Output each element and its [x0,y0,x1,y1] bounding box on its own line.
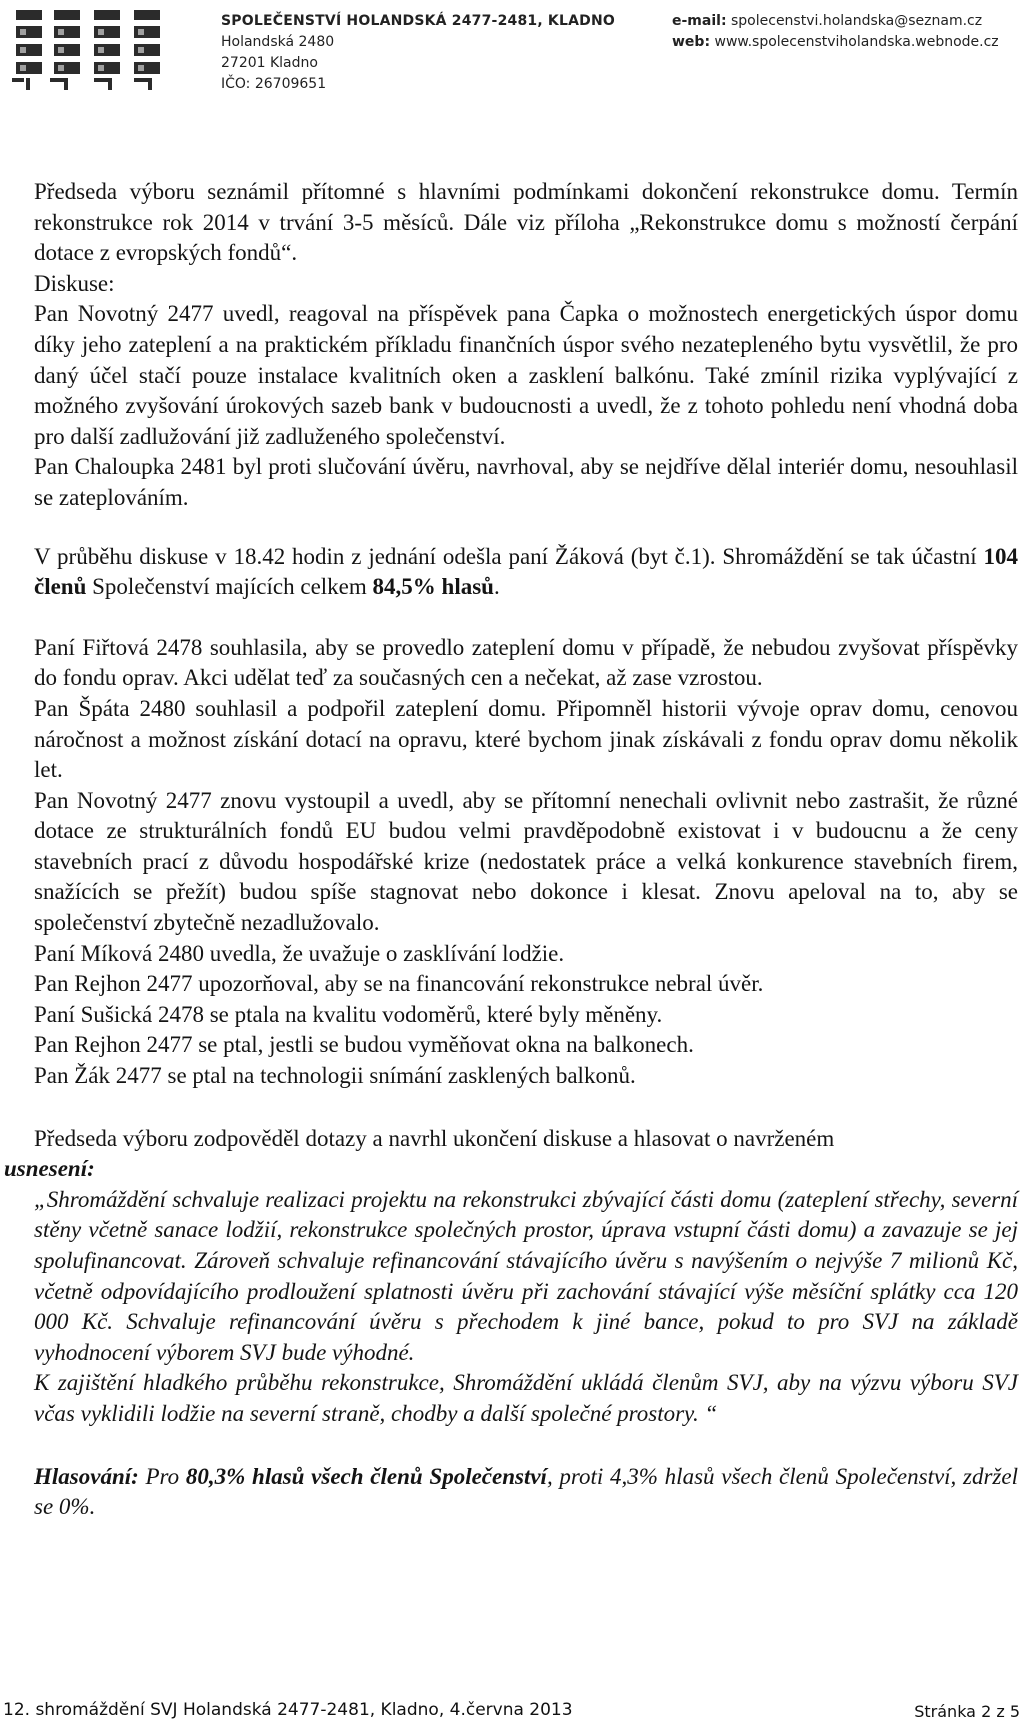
discussion-heading: Diskuse: [34,270,115,296]
company-id: IČO: 26709651 [221,76,327,92]
paragraph-chairman: Předseda výboru zodpověděl dotazy a navrhl ukončení diskuse a hlasovat o navrženém [34,1125,835,1151]
vote-result [4,1462,1018,1523]
attendance-text-b: Společenství majících celkem [86,574,373,600]
page-number: Stránka 2 z 5 [914,1702,1020,1721]
list-item: Paní Sušická 2478 se ptala na kvalitu vodoměrů, které byly měněny. [34,1001,663,1027]
vote-share: 84,5% hlasů [372,574,494,600]
vote-for-share: 80,3% hlasů všech členů Společenství [185,1463,547,1489]
paragraph-chaloupka: Pan Chaloupka 2481 byl proti slučování úvěru, navrhoval, aby se nejdříve dělal interiér domu, nesouhlasil se zateplováním. [34,454,1018,510]
member-count: 104 členů [34,543,1018,600]
web-label: web: [672,34,711,50]
address-street: Holandská 2480 [221,34,335,50]
letterhead [0,0,1024,110]
vote-text-b: , proti 4,3% hlasů všech členů Společenství, zdržel se 0%. [34,1463,1018,1520]
paragraph-novotny-1: Pan Novotný 2477 uvedl, reagoval na příspěvek pana Čapka o možnostech energetických úspor domu díky jeho zateplení a na praktickém příkladu finančních úspor svého nezatepleného bytu vysvětlil, že pro daný účel stačí pouze instalace kvalitních oken a zasklení balkónu. Také zmínil rizika vyplývající z možného zvyšování úrokových sazeb bank v budoucnosti a uvedl, že z tohoto pohledu není vhodná doba pro další zadlužování již zadluženého společenství. [34,301,1018,449]
vote-text-a: Pro [138,1463,186,1489]
resolution-heading: usnesení: [4,1156,95,1182]
list-item: Paní Míková 2480 uvedla, že uvažuje o zasklívání lodžie. [34,940,565,966]
list-item: Pan Rejhon 2477 upozorňoval, aby se na financování rekonstrukce nebral úvěr. [34,971,764,997]
email-label: e-mail: [672,13,727,29]
contact-info [672,11,999,53]
footer-title: 12. shromáždění SVJ Holandská 2477-2481, Kladno, 4.června 2013 [3,1700,573,1720]
paragraph-attendance [4,542,1018,603]
list-item: Pan Rejhon 2477 se ptal, jestli se budou vyměňovat okna na balkonech. [34,1032,694,1058]
resolution-text: „Shromáždění schvaluje realizaci projektu na rekonstrukci zbývající části domu (zateplení střechy, severní stěny včetně sanace lodžií, rekonstrukce společných prostor, úprava vstupní části domu) a zavazuje se jej spolufinancovat. Zároveň schvaluje refinancování stávajícího úvěru s navýšením o nejvýše 7 milionů Kč, včetně odpovídajícího prodloužení splatnosti úvěru při zachování stávající výše měsíční splátky cca 120 000 Kč. Schvaluje refinancování úvěru s přechodem k jiné bance, pokud to pro SVJ na základě vyhodnocení výborem SVJ bude výhodné. [34,1186,1018,1365]
organization-name: SPOLEČENSTVÍ HOLANDSKÁ 2477-2481, KLADNO [221,13,615,29]
page-footer [0,1696,1024,1726]
attendance-text-c: . [493,574,500,600]
paragraph-intro: Předseda výboru seznámil přítomné s hlavními podmínkami dokončení rekonstrukce domu. Termín rekonstrukce rok 2014 v trvání 3-5 měsíců. Dále viz příloha „Rekonstrukce domu s možností čerpání dotace z evropských fondů“. [34,179,1018,266]
web-link[interactable]: www.spolecenstviholandska.webnode.cz [714,34,999,50]
email-link[interactable]: spolecenstvi.holandska@seznam.cz [731,13,983,29]
paragraph-novotny-2: Pan Novotný 2477 znovu vystoupil a uvedl, aby se přítomní nenechali ovlivnit nebo zastrašit, že různé dotace ze strukturálních fondů EU budou velmi pravděpodobně existovat i v budoucnu a že ceny stavebních prací z důvodu hospodářské krize (nedostatek práce a velká konkurence stavebních firem, snažících se přežít) budou spíše stagnovat nebo dokonce i klesat. Znovu apeloval na to, aby se společenství zbytečně nezadlužovalo. [34,787,1018,936]
vote-label: Hlasování: [34,1463,139,1489]
list-item: Pan Žák 2477 se ptal na technologii snímání zasklených balkonů. [34,1063,636,1089]
paragraph-firtova: Paní Fiřtová 2478 souhlasila, aby se provedlo zateplení domu v případě, že nebudou zvyšovat příspěvky do fondu oprav. Akci udělat teď za současných cen a nečekat, až zase vzrostou. [34,634,1018,691]
building-logo-icon [10,8,168,92]
address-city: 27201 Kladno [221,55,318,71]
minutes-body [4,177,1018,1523]
attendance-text-a: V průběhu diskuse v 18.42 hodin z jednání odešla paní Žáková (byt č.1). Shromáždění se tak účastní [34,543,984,569]
organization-address [221,11,615,95]
paragraph-spata: Pan Špáta 2480 souhlasil a podpořil zateplení domu. Připomněl historii vývoje oprav domu, cenovou náročnost a možnost získání dotací na opravu, které bychom jinak získávali z fondu oprav domu několik let. [34,695,1018,783]
resolution-text-2: K zajištění hladkého průběhu rekonstrukce, Shromáždění ukládá členům SVJ, aby na výzvu výboru SVJ včas vyklidili lodžie na severní straně, chodby a další společné prostory. “ [34,1370,1018,1426]
